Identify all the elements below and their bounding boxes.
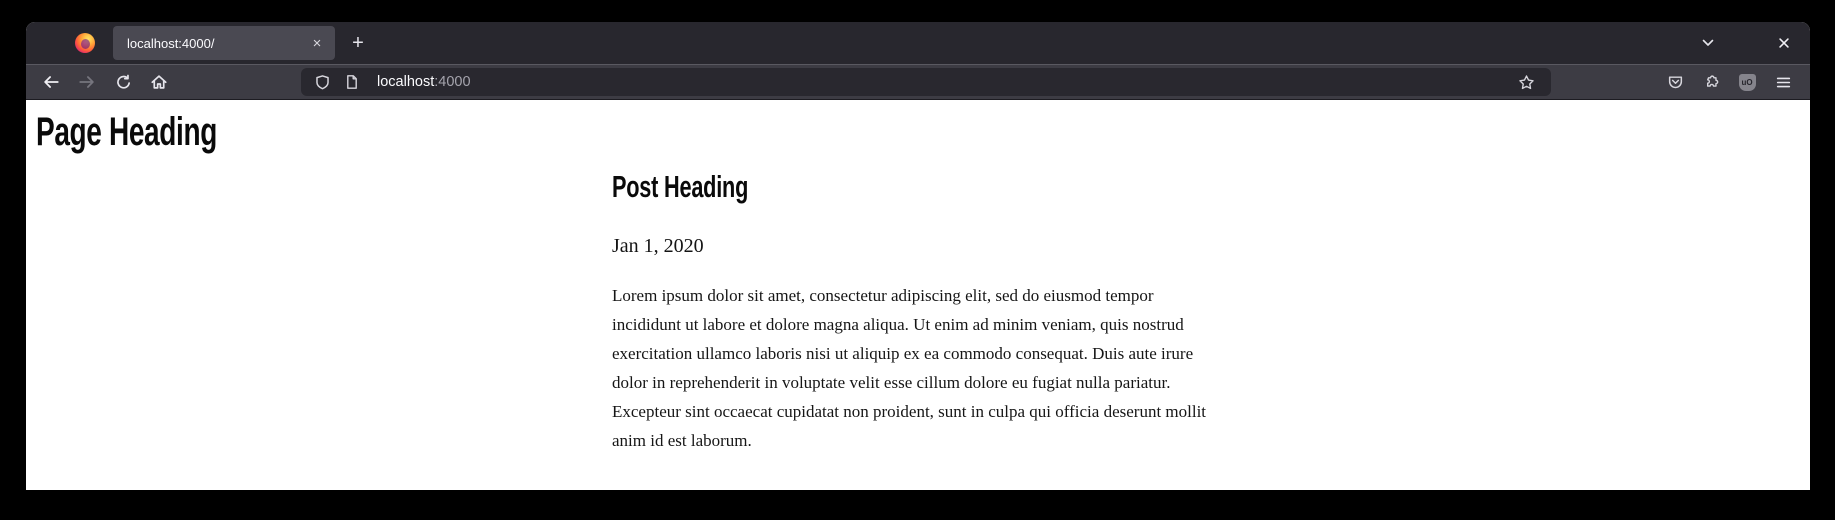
home-button[interactable] — [144, 68, 174, 96]
url-text — [377, 74, 1513, 90]
post-article — [612, 169, 1224, 455]
tracking-protection-shield-icon[interactable] — [309, 69, 335, 95]
page-info-icon[interactable] — [339, 69, 365, 95]
bookmark-star-icon[interactable] — [1513, 69, 1539, 95]
url-host: localhost — [377, 74, 435, 90]
browser-tab[interactable] — [113, 26, 335, 60]
new-tab-button[interactable]: + — [352, 32, 364, 54]
pocket-icon[interactable] — [1662, 69, 1688, 95]
list-tabs-chevron-down-icon[interactable] — [1694, 29, 1722, 57]
tab-bar — [26, 22, 1810, 64]
browser-window — [26, 22, 1810, 490]
ublock-origin-icon[interactable] — [1734, 69, 1760, 95]
post-heading: Post Heading — [612, 169, 749, 204]
tab-close-icon[interactable]: × — [312, 34, 322, 52]
back-button[interactable] — [36, 68, 66, 96]
page-title: Page Heading — [36, 110, 217, 154]
post-date: Jan 1, 2020 — [612, 235, 704, 257]
post-body-text: Lorem ipsum dolor sit amet, consectetur adipiscing elit, sed do eiusmod tempor incididunt ut labore et dolore magna aliqua. Ut enim ad minim veniam, quis nostrud exercitation ullamco laboris nisi ut aliquip ex ea commodo consequat. Duis aute irure dolor in reprehenderit in voluptate velit esse cillum dolore eu fugiat nulla pariatur. Excepteur sint occaecat cupidatat non proident, sunt in culpa qui officia deserunt mollit anim id est laborum. — [612, 286, 1207, 450]
url-port: :4000 — [434, 74, 471, 90]
firefox-logo-icon — [75, 33, 95, 53]
menu-hamburger-icon[interactable] — [1770, 69, 1796, 95]
reload-button[interactable] — [108, 68, 138, 96]
close-window-icon[interactable] — [1770, 29, 1798, 57]
forward-button[interactable] — [72, 68, 102, 96]
ublock-origin-badge: uO — [1739, 74, 1756, 91]
navigation-toolbar — [26, 64, 1810, 100]
toolbar-extension-area — [1662, 69, 1800, 95]
extensions-puzzle-icon[interactable] — [1698, 69, 1724, 95]
window-controls — [1694, 22, 1802, 64]
page-content — [26, 100, 1810, 490]
url-bar[interactable] — [301, 68, 1551, 96]
tab-title: localhost:4000/ — [127, 35, 215, 51]
